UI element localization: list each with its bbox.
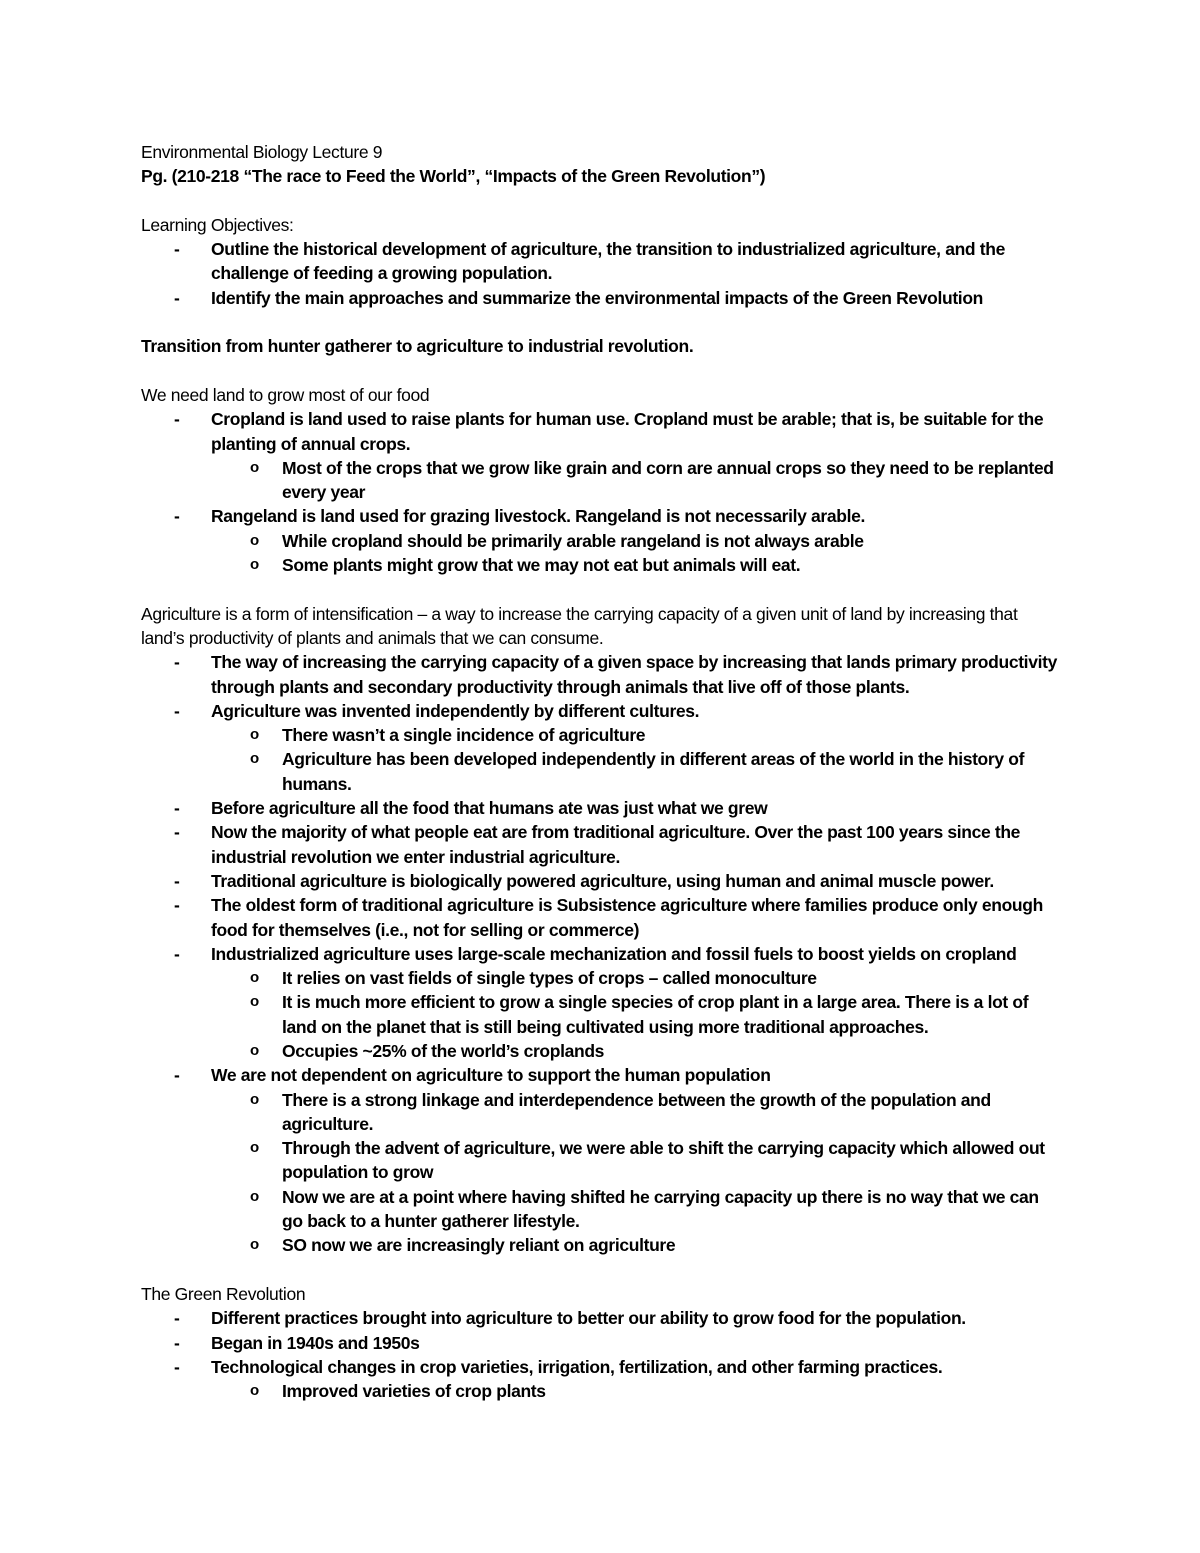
item-text: Improved varieties of crop plants (282, 1381, 546, 1402)
list-item (141, 237, 1061, 286)
list-item (141, 1185, 1061, 1234)
list-item (141, 286, 1061, 310)
list-item (141, 1136, 1061, 1185)
land-heading: We need land to grow most of our food (141, 384, 430, 405)
dash-marker: - (174, 239, 180, 260)
spacer (141, 577, 1061, 601)
circle-marker: o (250, 1139, 259, 1157)
dash-marker: - (174, 1332, 180, 1353)
dash-marker: - (174, 822, 180, 843)
dash-marker: - (174, 943, 180, 964)
list-item (141, 820, 1061, 869)
item-text: There wasn’t a single incidence of agriculture (282, 725, 646, 746)
list-item (141, 456, 1061, 505)
list-item (141, 1233, 1061, 1257)
spacer (141, 310, 1061, 334)
objectives-heading: Learning Objectives: (141, 214, 294, 235)
circle-marker: o (250, 531, 259, 549)
circle-marker: o (250, 750, 259, 768)
list-item (141, 990, 1061, 1039)
spacer (141, 1258, 1061, 1282)
page-reference: Pg. (210-218 “The race to Feed the World”, “Impacts of the Green Revolution”) (141, 166, 766, 187)
dash-marker: - (174, 870, 180, 891)
list-item (141, 504, 1061, 528)
circle-marker: o (250, 993, 259, 1011)
item-text: Rangeland is land used for grazing livestock. Rangeland is not necessarily arable. (211, 506, 866, 527)
dash-marker: - (174, 652, 180, 673)
item-text: Industrialized agriculture uses large-scale mechanization and fossil fuels to boost yields on cropland (211, 943, 1017, 964)
item-text: Now the majority of what people eat are from traditional agriculture. Over the past 100 years since the industrial revolution we enter industrial agriculture. (211, 822, 1021, 867)
circle-marker: o (250, 1236, 259, 1254)
item-text: Technological changes in crop varieties, irrigation, fertilization, and other farming practices. (211, 1356, 943, 1377)
item-text: The oldest form of traditional agriculture is Subsistence agriculture where families produce only enough food for themselves (i.e., not for selling or commerce) (211, 895, 1043, 940)
list-item (141, 723, 1061, 747)
item-text: Traditional agriculture is biologically powered agriculture, using human and animal muscle power. (211, 870, 994, 891)
list-item (141, 796, 1061, 820)
dash-marker: - (174, 409, 180, 430)
objective-text: Outline the historical development of agriculture, the transition to industrialized agriculture, and the challenge of feeding a growing population. (211, 239, 1005, 284)
list-item (141, 1331, 1061, 1355)
objective-text: Identify the main approaches and summarize the environmental impacts of the Green Revolution (211, 287, 983, 308)
circle-marker: o (250, 1090, 259, 1108)
list-item (141, 869, 1061, 893)
list-item (141, 893, 1061, 942)
item-text: Cropland is land used to raise plants for human use. Cropland must be arable; that is, be suitable for the planting of annual crops. (211, 409, 1044, 454)
item-text: While cropland should be primarily arable rangeland is not always arable (282, 530, 864, 551)
list-item (141, 1379, 1061, 1403)
list-item (141, 966, 1061, 990)
circle-marker: o (250, 726, 259, 744)
dash-marker: - (174, 506, 180, 527)
list-item (141, 942, 1061, 966)
document-title: Environmental Biology Lecture 9 (141, 142, 383, 162)
circle-marker: o (250, 458, 259, 476)
circle-marker: o (250, 556, 259, 574)
dash-marker: - (174, 287, 180, 308)
list-item (141, 529, 1061, 553)
item-text: We are not dependent on agriculture to support the human population (211, 1065, 771, 1086)
item-text: Before agriculture all the food that humans ate was just what we grew (211, 798, 768, 819)
list-item (141, 1063, 1061, 1087)
list-item (141, 747, 1061, 796)
item-text: Through the advent of agriculture, we were able to shift the carrying capacity which allowed out population to grow (282, 1138, 1045, 1183)
lecture-notes (141, 140, 1061, 1403)
item-text: Agriculture was invented independently by different cultures. (211, 700, 700, 721)
item-text: The way of increasing the carrying capacity of a given space by increasing that lands primary productivity through plants and secondary productivity through animals that live off of those plants. (211, 652, 1057, 697)
item-text: Now we are at a point where having shifted he carrying capacity up there is no way that we can go back to a hunter gatherer lifestyle. (282, 1186, 1039, 1232)
list-item (141, 1355, 1061, 1379)
transition-line: Transition from hunter gatherer to agriculture to industrial revolution. (141, 336, 694, 357)
item-text: Different practices brought into agriculture to better our ability to grow food for the population. (211, 1308, 966, 1329)
list-item (141, 553, 1061, 577)
list-item (141, 699, 1061, 723)
circle-marker: o (250, 1041, 259, 1059)
item-text: It relies on vast fields of single types of crops – called monoculture (282, 968, 817, 989)
agriculture-heading: Agriculture is a form of intensification – a way to increase the carrying capacity of a given unit of land by increasing that land’s productivity of plants and animals that we can consume. (141, 603, 1018, 648)
dash-marker: - (174, 1356, 180, 1377)
circle-marker: o (250, 969, 259, 987)
item-text: Occupies ~25% of the world’s croplands (282, 1040, 605, 1061)
circle-marker: o (250, 1382, 259, 1400)
item-text: Some plants might grow that we may not eat but animals will eat. (282, 555, 801, 576)
dash-marker: - (174, 1308, 180, 1329)
spacer (141, 189, 1061, 213)
list-item (141, 1088, 1061, 1137)
dash-marker: - (174, 895, 180, 916)
list-item (141, 650, 1061, 699)
list-item (141, 1039, 1061, 1063)
item-text: There is a strong linkage and interdependence between the growth of the population and agriculture. (282, 1089, 991, 1134)
spacer (141, 359, 1061, 383)
green-revolution-heading: The Green Revolution (141, 1283, 306, 1304)
item-text: It is much more efficient to grow a single species of crop plant in a large area. There is a lot of land on the planet that is still being cultivated using more traditional approaches. (282, 992, 1029, 1037)
item-text: SO now we are increasingly reliant on agriculture (282, 1235, 676, 1256)
item-text: Began in 1940s and 1950s (211, 1332, 420, 1353)
list-item (141, 407, 1061, 456)
item-text: Most of the crops that we grow like grain and corn are annual crops so they need to be replanted every year (282, 457, 1054, 503)
dash-marker: - (174, 798, 180, 819)
list-item (141, 1306, 1061, 1330)
dash-marker: - (174, 1065, 180, 1086)
item-text: Agriculture has been developed independently in different areas of the world in the history of humans. (282, 749, 1025, 794)
dash-marker: - (174, 700, 180, 721)
circle-marker: o (250, 1187, 259, 1205)
